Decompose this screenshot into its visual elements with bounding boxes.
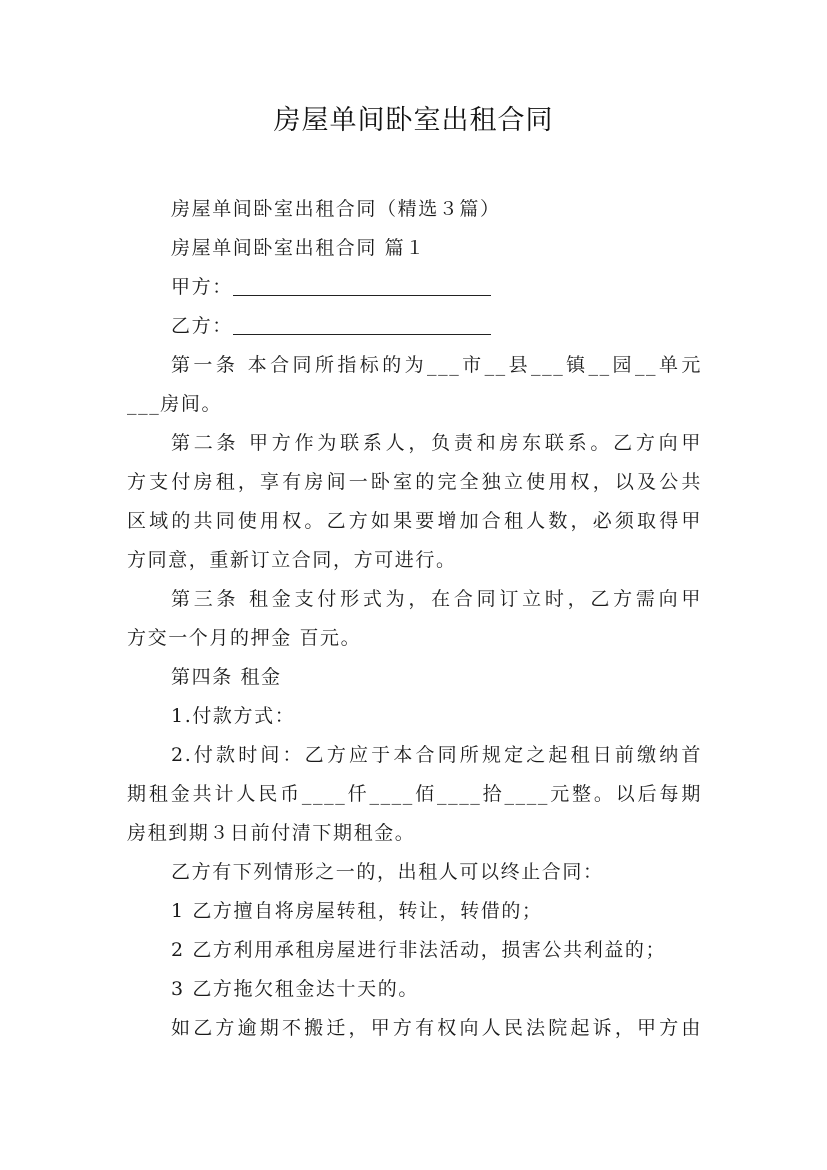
- document-body: [127, 190, 702, 1048]
- article-1-line: ___房间。: [127, 393, 223, 415]
- article-2-line: 方支付房租，享有房间一卧室的完全独立使用权，以及公共: [127, 471, 702, 493]
- party-b-line: [127, 307, 702, 346]
- termination-item: 2 乙方利用承租房屋进行非法活动，损害公共利益的；: [171, 939, 667, 961]
- party-b-blank: [233, 312, 491, 335]
- eviction-clause-line: 如乙方逾期不搬迁，甲方有权向人民法院起诉，甲方由: [171, 1017, 702, 1039]
- document-title: 房屋单间卧室出租合同: [273, 105, 554, 136]
- subtitle-line: 房屋单间卧室出租合同（精选３篇）: [171, 198, 501, 220]
- payment-time-line: 房租到期３日前付清下期租金。: [127, 822, 416, 844]
- payment-time-line: 期租金共计人民币____仟____佰____拾____元整。以后每期: [127, 783, 702, 805]
- party-a-label: 甲方：: [171, 276, 233, 298]
- termination-item: 3 乙方拖欠租金达十天的。: [171, 978, 419, 1000]
- article-2-line: 区域的共同使用权。乙方如果要增加合租人数，必须取得甲: [127, 510, 702, 532]
- termination-item: 1 乙方擅自将房屋转租，转让，转借的；: [171, 900, 543, 922]
- article-1-line: 第一条 本合同所指标的为___市__县___镇__园__单元: [171, 354, 702, 376]
- article-3-line: 方交一个月的押金 百元。: [127, 627, 362, 649]
- party-a-line: [127, 268, 702, 307]
- payment-method-line: 1.付款方式：: [171, 705, 296, 727]
- article-4-heading: 第四条 租金: [171, 666, 282, 688]
- article-3-line: 第三条 租金支付形式为，在合同订立时，乙方需向甲: [171, 588, 702, 610]
- section-heading: 房屋单间卧室出租合同 篇１: [171, 237, 426, 259]
- article-2-line: 第二条 甲方作为联系人，负责和房东联系。乙方向甲: [171, 432, 702, 454]
- party-a-blank: [233, 273, 491, 296]
- party-b-label: 乙方：: [171, 315, 233, 337]
- termination-intro-line: 乙方有下列情形之一的，出租人可以终止合同：: [171, 861, 604, 883]
- payment-time-line: 2.付款时间：乙方应于本合同所规定之起租日前缴纳首: [171, 744, 702, 766]
- article-2-line: 方同意，重新订立合同，方可进行。: [127, 549, 457, 571]
